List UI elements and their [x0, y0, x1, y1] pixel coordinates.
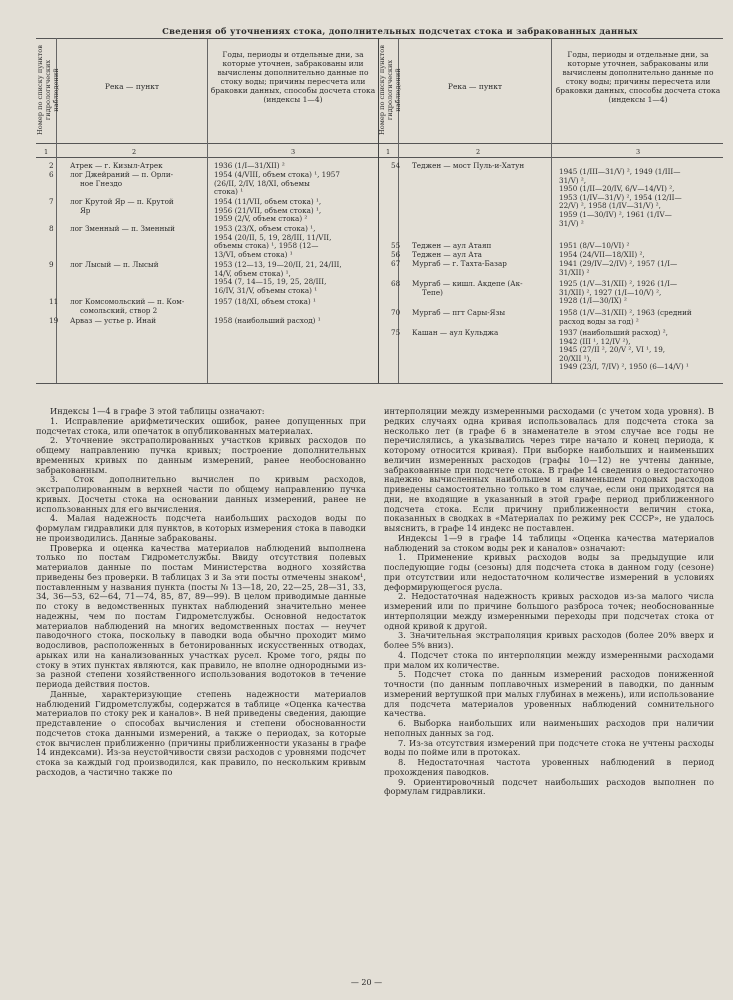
row-data: 1957 (18/XI, объем стока) ¹: [214, 297, 316, 306]
row-data: 1958 (1/V—31/XII) ², 1963 (средний расход воды за год) ²: [559, 308, 692, 326]
row-river: Мургаб — г. Тахта-Базар: [412, 259, 507, 268]
col-number: 2: [132, 148, 137, 156]
row-data: 1936 (1/I—31/XII) ²: [214, 161, 285, 170]
header-num-right: Номер по списку пунктов гидрологических наблюдений: [378, 45, 402, 135]
header-years: Годы, периоды и отдельные дни, за которые уточнен, забракованы или вычислены дополнительно данные по стоку воды; причины пересчета или браковки данных, способы досчета стока (индексы 1—4): [210, 50, 376, 104]
row-data: 1925 (1/V—31/XII) ², 1926 (1/I— 31/XII) ², 1927 (1/I—10/V) ², 1928 (1/I—30/IX) ²: [559, 279, 678, 306]
header-years-right: Годы, периоды и отдельные дни, за которые уточнен, забракованы или вычислены дополнительно данные по стоку воды; причины пересчета или браковки данных, способы досчета стока (индексы 1—4): [555, 50, 721, 104]
row-river: лог Крутой Яр — п. Крутой Яр: [70, 197, 174, 215]
row-data: 1941 (29/IV—2/IV) ², 1957 (1/I— 31/XII) ²: [559, 259, 678, 277]
table-top-rule: [36, 38, 723, 39]
col-divider: [207, 38, 208, 383]
left-text-column: [36, 407, 366, 778]
data-table: [36, 38, 723, 383]
page-number: — 20 —: [350, 978, 383, 987]
paragraph: Данные, характеризующие степень надежности материалов наблюдений Гидрометслужбы, содержатся в таблице «Оценка качества материалов по стоку рек и каналов». В ней приведены сведения, дающие представление о способах вычисления и степени обоснованности подсчетов стока данными измерений, а также о периодах, за которые сток вычислен приближенно (причины приближенности указаны в графе 14 индексами). Из-за неустойчивости связи расходов с уровнями подсчет стока за каждый год производился, как правило, по нескольким кривым расходов, а частично также по: [36, 688, 366, 777]
row-num: 55: [391, 241, 401, 250]
row-data: 1951 (8/V—10/VI) ²: [559, 241, 630, 250]
row-river: лог Лысый — п. Лысый: [70, 260, 159, 269]
paragraph: 3. Значительная экстраполяция кривых расходов (более 20% вверх и более 5% вниз).: [384, 630, 714, 650]
paragraph: 2. Недостаточная надежность кривых расходов из-за малого числа измерений или по причине большого разброса точек; необоснованные интерполяции между измеренными переходы при подсчетах стока от одной кривой к другой.: [384, 591, 714, 631]
row-num: 56: [391, 250, 401, 259]
header-river: Река — пункт: [104, 82, 160, 91]
row-river: Теджен — аул Атаяп: [412, 241, 492, 250]
paragraph: Индексы 1—9 в графе 14 таблицы «Оценка качества материалов наблюдений за стоком воды рек и каналов» означают:: [384, 532, 714, 553]
row-num: 75: [391, 328, 401, 337]
row-river: Кашан — аул Кульджа: [412, 328, 499, 337]
row-river: Мургаб — пгт Сары-Язы: [412, 308, 506, 317]
header-river-right: Река — пункт: [447, 82, 503, 91]
paragraph: 9. Ориентировочный подсчет наибольших расходов выполнен по формулам гидравлики.: [384, 776, 714, 797]
paragraph: Индексы 1—4 в графе 3 этой таблицы означают:: [50, 406, 265, 416]
row-data: 1937 (наибольший расход) ², 1942 (III ¹, 12/IV ²), 1945 (27/II ², 20/V ², VI ¹, 19, 20/XII ¹), 1949 (23/I, 7/IV) ², 1950 (6—14/V) ¹: [559, 328, 689, 372]
paragraph: 1. Применение кривых расходов воды за предыдущие или последующие годы (сезоны) для подсчета стока в данном году (сезоне) при отсутствии или недостаточном количестве измерений в условиях деформирующегося русла.: [384, 552, 714, 592]
header-rule: [36, 143, 723, 144]
row-river: Арваз — устье р. Инай: [70, 316, 157, 325]
paragraph: 2. Уточнение экстраполированных участков кривых расходов по общему направлению пучка кривых; построение дополнительных временных кривых по данным измерений, ранее необоснованно забракованным.: [36, 435, 366, 475]
paragraph: 1. Исправление арифметических ошибок, ранее допущенных при подсчетах стока, или опечаток в опубликованных материалах.: [36, 415, 366, 436]
col-number: 3: [636, 148, 641, 156]
row-river: лог Джейраний — п. Орли- ное Гнездо: [70, 170, 174, 188]
row-data: 1945 (1/III—31/V) ², 1949 (1/III— 31/V) ², 1950 (1/II—20/IV, 6/V—14/VI) ², 1953 (1/IV—31/V) ², 1954 (12/II— 22/V) ², 1958 (1/IV—31/V) ², 1959 (1—30/IV) ², 1961 (1/IV— 31/V) ²: [559, 167, 682, 228]
row-data: 1953 (23/X, объем стока) ¹, 1954 (20/II, 5, 19, 28/III, 11/VII, объемы стока) ¹, 1958 (12— 13/VI, объем стока) ¹: [214, 224, 332, 259]
row-data: 1954 (24/VII—18/XII) ²,: [559, 250, 645, 259]
paragraph: 4. Подсчет стока по интерполяции между измеренными расходами при малом их количестве.: [384, 649, 714, 670]
row-num: 6: [49, 170, 54, 179]
col-divider: [551, 38, 552, 383]
paragraph: 6. Выборка наибольших или наименьших расходов при наличии неполных данных за год.: [384, 718, 714, 738]
col-number: 3: [291, 148, 296, 156]
col-number: 1: [44, 148, 49, 156]
row-river: Мургаб — кишл. Акдепе (Ак- Тепе): [412, 279, 523, 297]
row-data: 1954 (11/VII, объем стока) ¹, 1956 (21/VII, объем стока) ¹, 1959 (2/V, объем стока) ²: [214, 197, 322, 224]
row-data: 1954 (4/VIII, объем стока) ¹, 1957 (26/II, 2/IV, 18/XI, объемы стока) ¹: [214, 170, 340, 197]
row-river: Теджен — аул Ата: [412, 250, 482, 259]
paragraph: интерполяции между измеренными расходами (с учетом хода уровня). В редких случаях одна кривая использовалась для подсчета стока за несколько лет (в графе 6 в знаменателе в этом случае все годы не перечислялись, а указывались через тире начало и конец периода, к которому относится кривая). При выборке наибольших и наименьших величин измеренных расходов (графы 10—12) не учтены данные, забракованные при подсчете стока. В графе 14 сведения о недостаточно надежно вычисленных наибольшем и наименьшем годовых расходов приведены самостоятельно только в том случае, если они приходятся на дни, не входящие в указанный в этой графе период приближенного подсчета стока. Если причину приближенности величин стока, показанных в сводках в «Материалах по режиму рек СССР», не удалось выяснить, в графе 14 индекс не поставлен.: [384, 406, 714, 533]
row-river: Теджен — мост Пуль-и-Хатун: [412, 161, 525, 170]
row-data: 1953 (12—13, 19—20/II, 21, 24/III, 14/V, объем стока) ¹, 1954 (7, 14—15, 19, 25, 28/III, 16/IV, 31/V, объемы стока) ¹: [214, 260, 342, 295]
row-data: 1958 (наибольший расход) ¹: [214, 316, 321, 325]
row-river: лог Зменный — п. Зменный: [70, 224, 175, 233]
row-num: 70: [391, 308, 401, 317]
row-num: 68: [391, 279, 401, 288]
paragraph: 8. Недостаточная частота уровенных наблюдений в период прохождения паводков.: [384, 757, 714, 777]
paragraph: Проверка и оценка качества материалов наблюдений выполнена только по постам Гидрометслужбы. Ввиду отсутствия полевых материалов данные по постам Министерства водного хозяйства приведены без проверки. В таблицах 3 и 3а эти посты отмечены знаком¹, поставленным у названия пункта (посты № 13—18, 20, 22—25, 28—31, 33, 34, 36—53, 62—64, 71—74, 85, 87, 89—99). В целом приводимые данные по стоку в ведомственных пунктах наблюдений значительно менее надежны, чем по постам Гидрометслужбы. Основной недостаток материалов наблюдений на многих ведомственных постах — неучет паводочного стока, поскольку в паводки вода обычно проходит мимо водосливов, расположенных в бетонированных искусственных отводах, арыках или на канализованных участках русел. Кроме того, ряды по стоку в этих пунктах являются, как правило, не вполне однородными из-за разной степени хозяйственного использования водотоков в течение периода действия постов.: [36, 542, 366, 689]
row-num: 8: [49, 224, 54, 233]
row-num: 11: [49, 297, 59, 306]
row-num: 9: [49, 260, 54, 269]
row-num: 67: [391, 259, 401, 268]
colnum-rule: [36, 157, 723, 158]
row-river: Атрек — г. Кизыл-Атрек: [70, 161, 163, 170]
table-title: Сведения об уточнениях стока, дополнительных подсчетах стока и забракованных данных: [162, 26, 638, 36]
paragraph: 5. Подсчет стока по данным измерений расходов пониженной точности (по данным поплавочных измерений в паводки, по данным измерений вертушкой при малых глубинах в межень), или использование для подсчета материалов уровенных наблюдений сомнительного качества.: [384, 669, 714, 719]
row-num: 54: [391, 161, 401, 170]
col-number: 1: [386, 148, 391, 156]
row-num: 19: [49, 316, 59, 325]
paragraph: 3. Сток дополнительно вычислен по кривым расходов, экстраполированным в верхней части по общему направлению пучка кривых. Досчеты стока на основании данных измерений, ранее не использованных для его вычисления.: [36, 474, 366, 514]
row-river: лог Комсомольский — п. Ком- сомольский, створ 2: [70, 297, 185, 315]
row-num: 2: [49, 161, 54, 170]
row-num: 7: [49, 197, 54, 206]
paragraph: 4. Малая надежность подсчета наибольших расходов воды по формулам гидравлики для пунктов, в которых измерения стока в паводки не производились. Данные забракованы.: [36, 513, 366, 543]
col-number: 2: [476, 148, 481, 156]
paragraph: 7. Из-за отсутствия измерений при подсчете стока не учтены расходы воды по пойме или в протоках.: [384, 737, 714, 758]
header-num: Номер по списку пунктов гидрологических наблюдений: [36, 45, 60, 135]
right-text-column: [384, 407, 714, 797]
table-bottom-rule: [36, 383, 723, 384]
